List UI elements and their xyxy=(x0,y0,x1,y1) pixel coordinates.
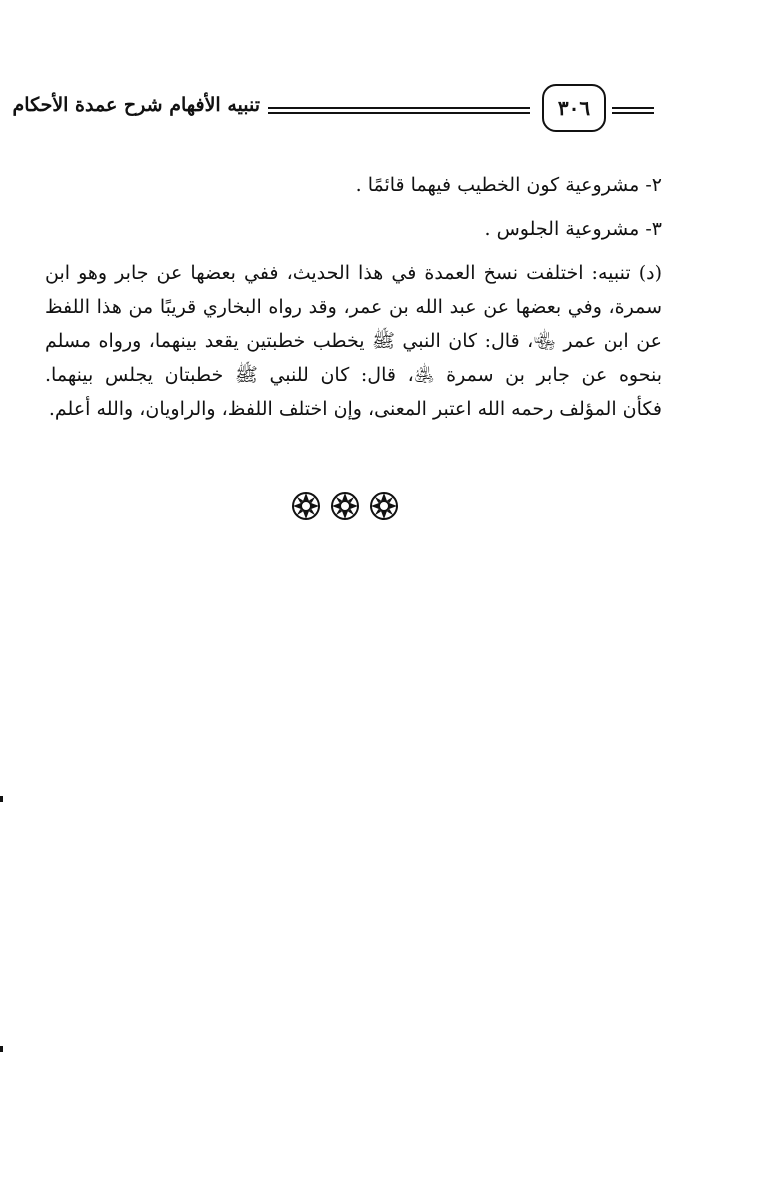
list-item-3: ٣- مشروعية الجلوس . xyxy=(484,218,662,240)
note-line: عن ابن عمر ﵄، قال: كان النبي ﷺ يخطب خطبتين يقعد بينهما، ورواه مسلم xyxy=(45,330,662,352)
header-rule xyxy=(268,107,530,114)
header-rule-short xyxy=(612,107,654,114)
page-header xyxy=(12,82,730,142)
scan-mark xyxy=(0,796,3,802)
scan-mark xyxy=(0,1046,3,1052)
rosette-icon xyxy=(368,490,400,522)
rosette-icon xyxy=(329,490,361,522)
page-number: ٣٠٦ xyxy=(542,84,606,132)
note-line: فكأن المؤلف رحمه الله اعتبر المعنى، وإن اختلف اللفظ، والراويان، والله أعلم. xyxy=(48,398,662,420)
rosette-icon xyxy=(290,490,322,522)
note-line: سمرة، وفي بعضها عن عبد الله بن عمر، وقد رواه البخاري قريبًا من هذا اللفظ xyxy=(45,296,662,318)
note-line: (د) تنبيه: اختلفت نسخ العمدة في هذا الحديث، ففي بعضها عن جابر وهو ابن xyxy=(45,262,662,284)
page-body xyxy=(45,168,662,426)
book-title: تنبيه الأفهام شرح عمدة الأحكام xyxy=(12,94,260,116)
list-item-2: ٢- مشروعية كون الخطيب فيهما قائمًا . xyxy=(355,174,662,196)
note-line: بنحوه عن جابر بن سمرة ﵁، قال: كان للنبي ﷺ خطبتان يجلس بينهما. xyxy=(45,364,662,386)
section-ornament xyxy=(290,490,400,522)
